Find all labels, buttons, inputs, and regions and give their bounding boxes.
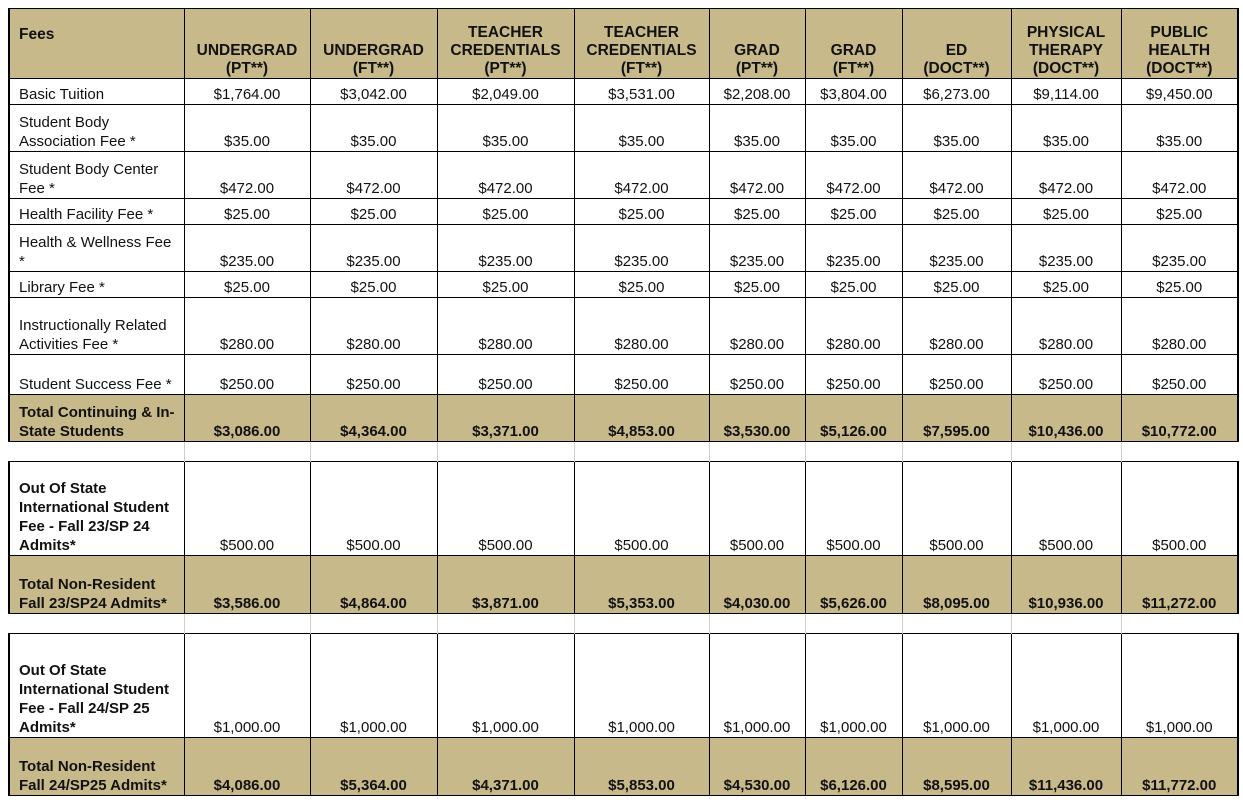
header-row	[9, 9, 1238, 79]
column-header-line: (FT**)	[352, 60, 395, 77]
total-in-state-row	[9, 395, 1238, 442]
column-header-line: ED	[945, 42, 968, 59]
spacer-cell	[574, 614, 709, 634]
fee-row	[9, 355, 1238, 395]
fee-value-cell: $9,450.00	[1121, 79, 1238, 105]
fee-value-cell: $1,000.00	[1011, 634, 1121, 738]
column-header-line: (PT**)	[735, 60, 779, 77]
row-label: Total Non-Resident Fall 23/SP24 Admits*	[9, 556, 184, 614]
fee-value-cell: $10,936.00	[1011, 556, 1121, 614]
column-header-line: HEALTH	[1148, 42, 1211, 59]
row-label: Library Fee *	[9, 272, 184, 298]
fee-value-cell: $1,000.00	[709, 634, 805, 738]
fee-value-cell: $5,126.00	[805, 395, 902, 442]
fee-value-cell: $235.00	[574, 225, 709, 272]
fee-value-cell: $500.00	[574, 462, 709, 556]
fee-value-cell: $4,364.00	[310, 395, 437, 442]
fee-value-cell: $11,436.00	[1011, 738, 1121, 796]
fee-value-cell: $1,000.00	[805, 634, 902, 738]
fee-value-cell: $3,042.00	[310, 79, 437, 105]
fee-value-cell: $3,531.00	[574, 79, 709, 105]
fee-value-cell: $5,353.00	[574, 556, 709, 614]
fee-row	[9, 298, 1238, 355]
fee-value-cell: $472.00	[310, 152, 437, 199]
fee-value-cell: $250.00	[310, 355, 437, 395]
column-header-line: UNDERGRAD	[323, 42, 424, 59]
fee-value-cell: $280.00	[1011, 298, 1121, 355]
fee-value-cell: $25.00	[574, 272, 709, 298]
fee-value-cell: $4,371.00	[437, 738, 574, 796]
column-header-line: THERAPY	[1028, 42, 1104, 59]
column-header-line: (PT**)	[225, 60, 269, 77]
fee-value-cell: $472.00	[574, 152, 709, 199]
spacer-cell	[902, 442, 1011, 462]
column-header-line: (DOCT**)	[1032, 60, 1100, 77]
row-label: Student Success Fee *	[9, 355, 184, 395]
fee-value-cell: $35.00	[574, 105, 709, 152]
fee-value-cell: $500.00	[437, 462, 574, 556]
fee-value-cell: $250.00	[1121, 355, 1238, 395]
fee-value-cell: $500.00	[1121, 462, 1238, 556]
fee-value-cell: $11,772.00	[1121, 738, 1238, 796]
fee-value-cell: $3,530.00	[709, 395, 805, 442]
fee-value-cell: $35.00	[709, 105, 805, 152]
fee-value-cell: $4,086.00	[184, 738, 310, 796]
fee-value-cell: $500.00	[709, 462, 805, 556]
spacer-cell	[1011, 614, 1121, 634]
column-header-line: PHYSICAL	[1026, 24, 1106, 41]
spacer-cell	[310, 442, 437, 462]
fee-value-cell: $7,595.00	[902, 395, 1011, 442]
out-of-state-fee-23-row	[9, 462, 1238, 556]
fee-value-cell: $35.00	[902, 105, 1011, 152]
fee-value-cell: $472.00	[805, 152, 902, 199]
column-header-line: TEACHER	[468, 24, 543, 41]
fee-value-cell: $250.00	[574, 355, 709, 395]
fee-value-cell: $250.00	[709, 355, 805, 395]
fee-value-cell: $235.00	[1011, 225, 1121, 272]
fee-value-cell: $500.00	[184, 462, 310, 556]
out-of-state-fee-24-row	[9, 634, 1238, 738]
fee-value-cell: $2,049.00	[437, 79, 574, 105]
column-header	[902, 9, 1011, 79]
spacer-cell	[805, 614, 902, 634]
fee-value-cell: $250.00	[437, 355, 574, 395]
fee-value-cell: $35.00	[1121, 105, 1238, 152]
fee-value-cell: $1,000.00	[902, 634, 1011, 738]
fee-value-cell: $500.00	[902, 462, 1011, 556]
fee-value-cell: $10,436.00	[1011, 395, 1121, 442]
fee-value-cell: $4,030.00	[709, 556, 805, 614]
fee-value-cell: $280.00	[1121, 298, 1238, 355]
row-label: Out Of State International Student Fee - Fall 24/SP 25 Admits*	[9, 634, 184, 738]
column-header-line: CREDENTIALS	[450, 42, 561, 59]
spacer-cell	[184, 442, 310, 462]
fee-value-cell: $25.00	[437, 272, 574, 298]
spacer-cell	[709, 442, 805, 462]
fee-value-cell: $235.00	[437, 225, 574, 272]
row-label: Student Body Center Fee *	[9, 152, 184, 199]
row-label: Student Body Association Fee *	[9, 105, 184, 152]
column-header-line: PUBLIC	[1150, 24, 1209, 41]
fee-value-cell: $4,853.00	[574, 395, 709, 442]
fee-value-cell: $25.00	[805, 199, 902, 225]
fee-value-cell: $472.00	[437, 152, 574, 199]
fee-value-cell: $3,086.00	[184, 395, 310, 442]
row-label: Out Of State International Student Fee - Fall 23/SP 24 Admits*	[9, 462, 184, 556]
fee-value-cell: $3,804.00	[805, 79, 902, 105]
spacer-cell	[310, 614, 437, 634]
column-header	[709, 9, 805, 79]
fee-row	[9, 152, 1238, 199]
fee-value-cell: $2,208.00	[709, 79, 805, 105]
column-header-line: (FT**)	[832, 60, 875, 77]
spacer-cell	[437, 442, 574, 462]
fee-row	[9, 79, 1238, 105]
fee-value-cell: $10,772.00	[1121, 395, 1238, 442]
fee-table	[8, 8, 1239, 796]
column-header-line: GRAD	[734, 42, 780, 59]
spacer-cell	[902, 614, 1011, 634]
fee-rows	[9, 79, 1238, 796]
fee-value-cell: $5,626.00	[805, 556, 902, 614]
fee-value-cell: $25.00	[1011, 272, 1121, 298]
fee-value-cell: $235.00	[709, 225, 805, 272]
spacer-row	[9, 614, 1238, 634]
fee-value-cell: $25.00	[310, 199, 437, 225]
fee-value-cell: $472.00	[1011, 152, 1121, 199]
spacer-row	[9, 442, 1238, 462]
spacer-cell	[1121, 442, 1238, 462]
fee-value-cell: $500.00	[805, 462, 902, 556]
spacer-cell	[1011, 442, 1121, 462]
fee-row	[9, 199, 1238, 225]
spacer-cell	[437, 614, 574, 634]
spacer-cell	[1121, 614, 1238, 634]
fee-value-cell: $472.00	[902, 152, 1011, 199]
column-header	[1121, 9, 1238, 79]
fee-value-cell: $9,114.00	[1011, 79, 1121, 105]
fee-value-cell: $25.00	[184, 199, 310, 225]
fee-value-cell: $1,000.00	[1121, 634, 1238, 738]
fee-value-cell: $280.00	[805, 298, 902, 355]
row-label: Instructionally Related Activities Fee *	[9, 298, 184, 355]
fee-value-cell: $472.00	[709, 152, 805, 199]
spacer-cell	[805, 442, 902, 462]
fee-value-cell: $235.00	[184, 225, 310, 272]
fee-value-cell: $280.00	[709, 298, 805, 355]
fee-value-cell: $280.00	[437, 298, 574, 355]
row-label: Health Facility Fee *	[9, 199, 184, 225]
column-header	[805, 9, 902, 79]
fee-value-cell: $472.00	[1121, 152, 1238, 199]
fee-value-cell: $25.00	[902, 199, 1011, 225]
fee-value-cell: $8,595.00	[902, 738, 1011, 796]
fee-value-cell: $280.00	[184, 298, 310, 355]
column-header-line: (DOCT**)	[923, 60, 990, 77]
fee-value-cell: $250.00	[184, 355, 310, 395]
fee-value-cell: $1,764.00	[184, 79, 310, 105]
fee-value-cell: $25.00	[1011, 199, 1121, 225]
fee-value-cell: $25.00	[437, 199, 574, 225]
fee-value-cell: $235.00	[805, 225, 902, 272]
fee-value-cell: $5,853.00	[574, 738, 709, 796]
fee-value-cell: $35.00	[1011, 105, 1121, 152]
fee-value-cell: $1,000.00	[437, 634, 574, 738]
fee-value-cell: $250.00	[902, 355, 1011, 395]
total-nonresident-24-row	[9, 738, 1238, 796]
column-header-line: (DOCT**)	[1146, 60, 1213, 77]
fee-table-container	[8, 8, 1239, 796]
fee-row	[9, 272, 1238, 298]
column-header	[184, 9, 310, 79]
column-header-line: (PT**)	[484, 60, 527, 77]
fee-value-cell: $472.00	[184, 152, 310, 199]
fee-value-cell: $25.00	[310, 272, 437, 298]
fee-value-cell: $11,272.00	[1121, 556, 1238, 614]
spacer-cell	[709, 614, 805, 634]
total-nonresident-23-row	[9, 556, 1238, 614]
fee-value-cell: $280.00	[902, 298, 1011, 355]
fee-value-cell: $280.00	[310, 298, 437, 355]
fee-value-cell: $6,273.00	[902, 79, 1011, 105]
fee-row	[9, 105, 1238, 152]
fee-value-cell: $500.00	[1011, 462, 1121, 556]
fee-row	[9, 225, 1238, 272]
fee-value-cell: $6,126.00	[805, 738, 902, 796]
spacer-cell	[574, 442, 709, 462]
column-header-line: UNDERGRAD	[196, 42, 298, 59]
fee-value-cell: $25.00	[1121, 272, 1238, 298]
spacer-cell	[9, 442, 184, 462]
fee-value-cell: $5,364.00	[310, 738, 437, 796]
fee-value-cell: $25.00	[709, 199, 805, 225]
column-header	[574, 9, 709, 79]
fee-value-cell: $35.00	[805, 105, 902, 152]
row-label: Health & Wellness Fee *	[9, 225, 184, 272]
fee-value-cell: $250.00	[805, 355, 902, 395]
column-header	[310, 9, 437, 79]
fee-value-cell: $8,095.00	[902, 556, 1011, 614]
fee-value-cell: $235.00	[902, 225, 1011, 272]
fee-value-cell: $35.00	[437, 105, 574, 152]
spacer-cell	[9, 614, 184, 634]
fee-value-cell: $235.00	[1121, 225, 1238, 272]
fee-value-cell: $3,586.00	[184, 556, 310, 614]
row-label: Basic Tuition	[9, 79, 184, 105]
column-header-line: (FT**)	[620, 60, 663, 77]
row-label: Total Continuing & In-State Students	[9, 395, 184, 442]
fee-value-cell: $35.00	[310, 105, 437, 152]
fee-value-cell: $25.00	[902, 272, 1011, 298]
fee-value-cell: $1,000.00	[574, 634, 709, 738]
fee-value-cell: $25.00	[1121, 199, 1238, 225]
fee-value-cell: $500.00	[310, 462, 437, 556]
fee-value-cell: $25.00	[184, 272, 310, 298]
column-header-line: GRAD	[830, 42, 877, 59]
fee-value-cell: $3,371.00	[437, 395, 574, 442]
fee-value-cell: $25.00	[709, 272, 805, 298]
row-label: Total Non-Resident Fall 24/SP25 Admits*	[9, 738, 184, 796]
fee-value-cell: $1,000.00	[184, 634, 310, 738]
fee-value-cell: $250.00	[1011, 355, 1121, 395]
fee-value-cell: $25.00	[574, 199, 709, 225]
spacer-cell	[184, 614, 310, 634]
column-header-line: CREDENTIALS	[586, 42, 697, 59]
fee-value-cell: $4,864.00	[310, 556, 437, 614]
column-header-line: TEACHER	[604, 24, 679, 41]
fee-value-cell: $25.00	[805, 272, 902, 298]
column-header	[437, 9, 574, 79]
fee-value-cell: $3,871.00	[437, 556, 574, 614]
fee-value-cell: $280.00	[574, 298, 709, 355]
column-header	[1011, 9, 1121, 79]
fee-value-cell: $235.00	[310, 225, 437, 272]
fees-header: Fees	[9, 9, 184, 79]
fee-value-cell: $4,530.00	[709, 738, 805, 796]
fee-value-cell: $35.00	[184, 105, 310, 152]
fee-value-cell: $1,000.00	[310, 634, 437, 738]
